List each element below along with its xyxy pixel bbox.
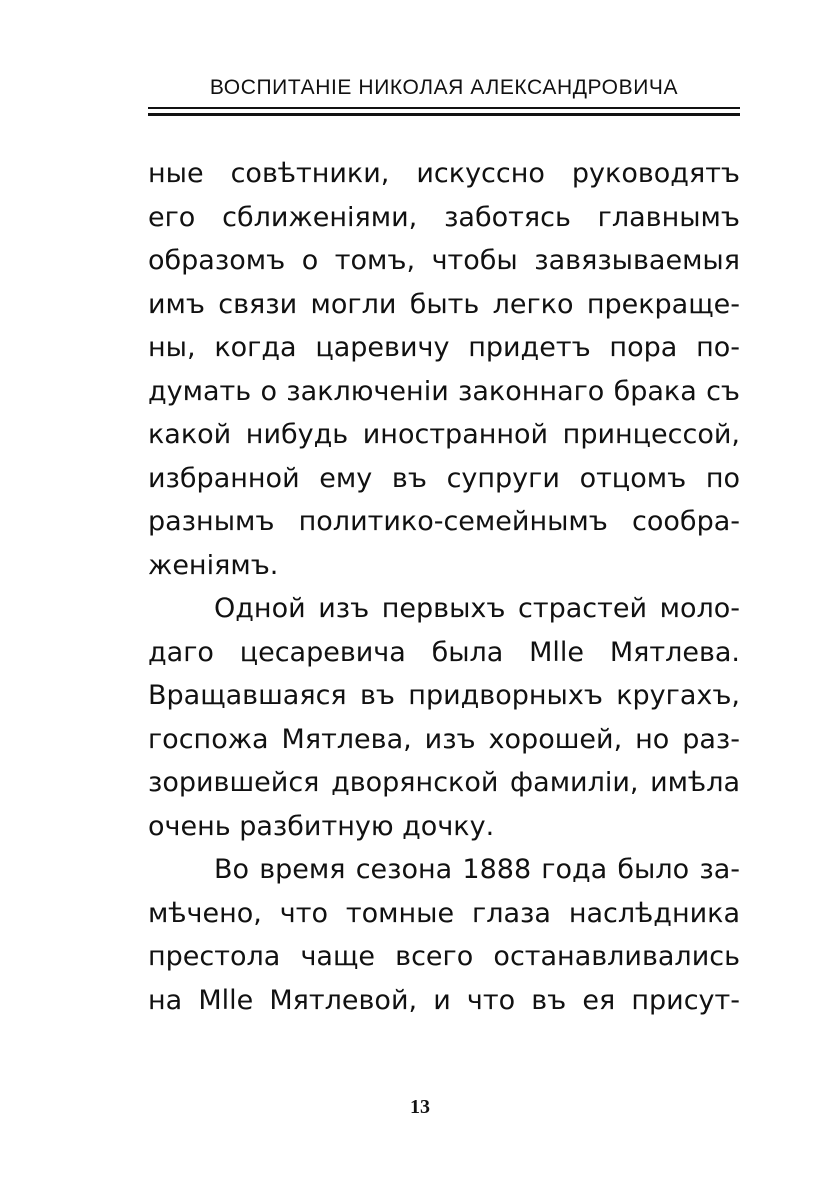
text-line: ные совѣтники, искуссно руководятъ <box>148 158 740 189</box>
text-line: избранной ему въ супруги отцомъ по <box>148 462 740 494</box>
text-line: какой нибудь иностранной принцессой, <box>148 419 740 450</box>
page-number: 13 <box>410 1096 430 1118</box>
text-line: мѣчено, что томные глаза наслѣдника <box>148 897 740 929</box>
text-line: разнымъ политико-семейнымъ сообра- <box>148 506 740 537</box>
text-line: Во время сезона 1888 года было за- <box>214 854 740 885</box>
text-line: даго цесаревича была Mlle Мятлева. <box>148 636 740 668</box>
text-line: на Mlle Мятлевой, и что въ ея присут- <box>148 984 740 1016</box>
text-line: женіямъ. <box>148 549 279 581</box>
text-line: ны, когда царевичу придетъ пора по- <box>148 332 740 363</box>
text-line: Одной изъ первыхъ страстей моло- <box>214 593 740 624</box>
running-title: ВОСПИТАНІЕ НИКОЛАЯ АЛЕКСАНДРОВИЧА <box>209 76 679 99</box>
header-rule-thin <box>148 107 740 109</box>
text-line: госпожа Мятлева, изъ хорошей, но раз- <box>148 723 740 755</box>
header-rule-thick <box>148 113 740 116</box>
text-line: его сближеніями, заботясь главнымъ <box>148 201 740 233</box>
body-text <box>148 152 740 1022</box>
text-line: образомъ о томъ, чтобы завязываемыя <box>148 245 740 276</box>
text-line: имъ связи могли быть легко прекраще- <box>148 288 740 320</box>
text-line: престола чаще всего останавливались <box>148 941 740 972</box>
text-line: Вращавшаяся въ придворныхъ кругахъ, <box>148 680 740 711</box>
text-line: думать о заключеніи законнаго брака съ <box>148 375 740 407</box>
text-line: очень разбитную дочку. <box>148 810 495 842</box>
text-line: зорившейся дворянской фамиліи, имѣла <box>148 767 740 798</box>
